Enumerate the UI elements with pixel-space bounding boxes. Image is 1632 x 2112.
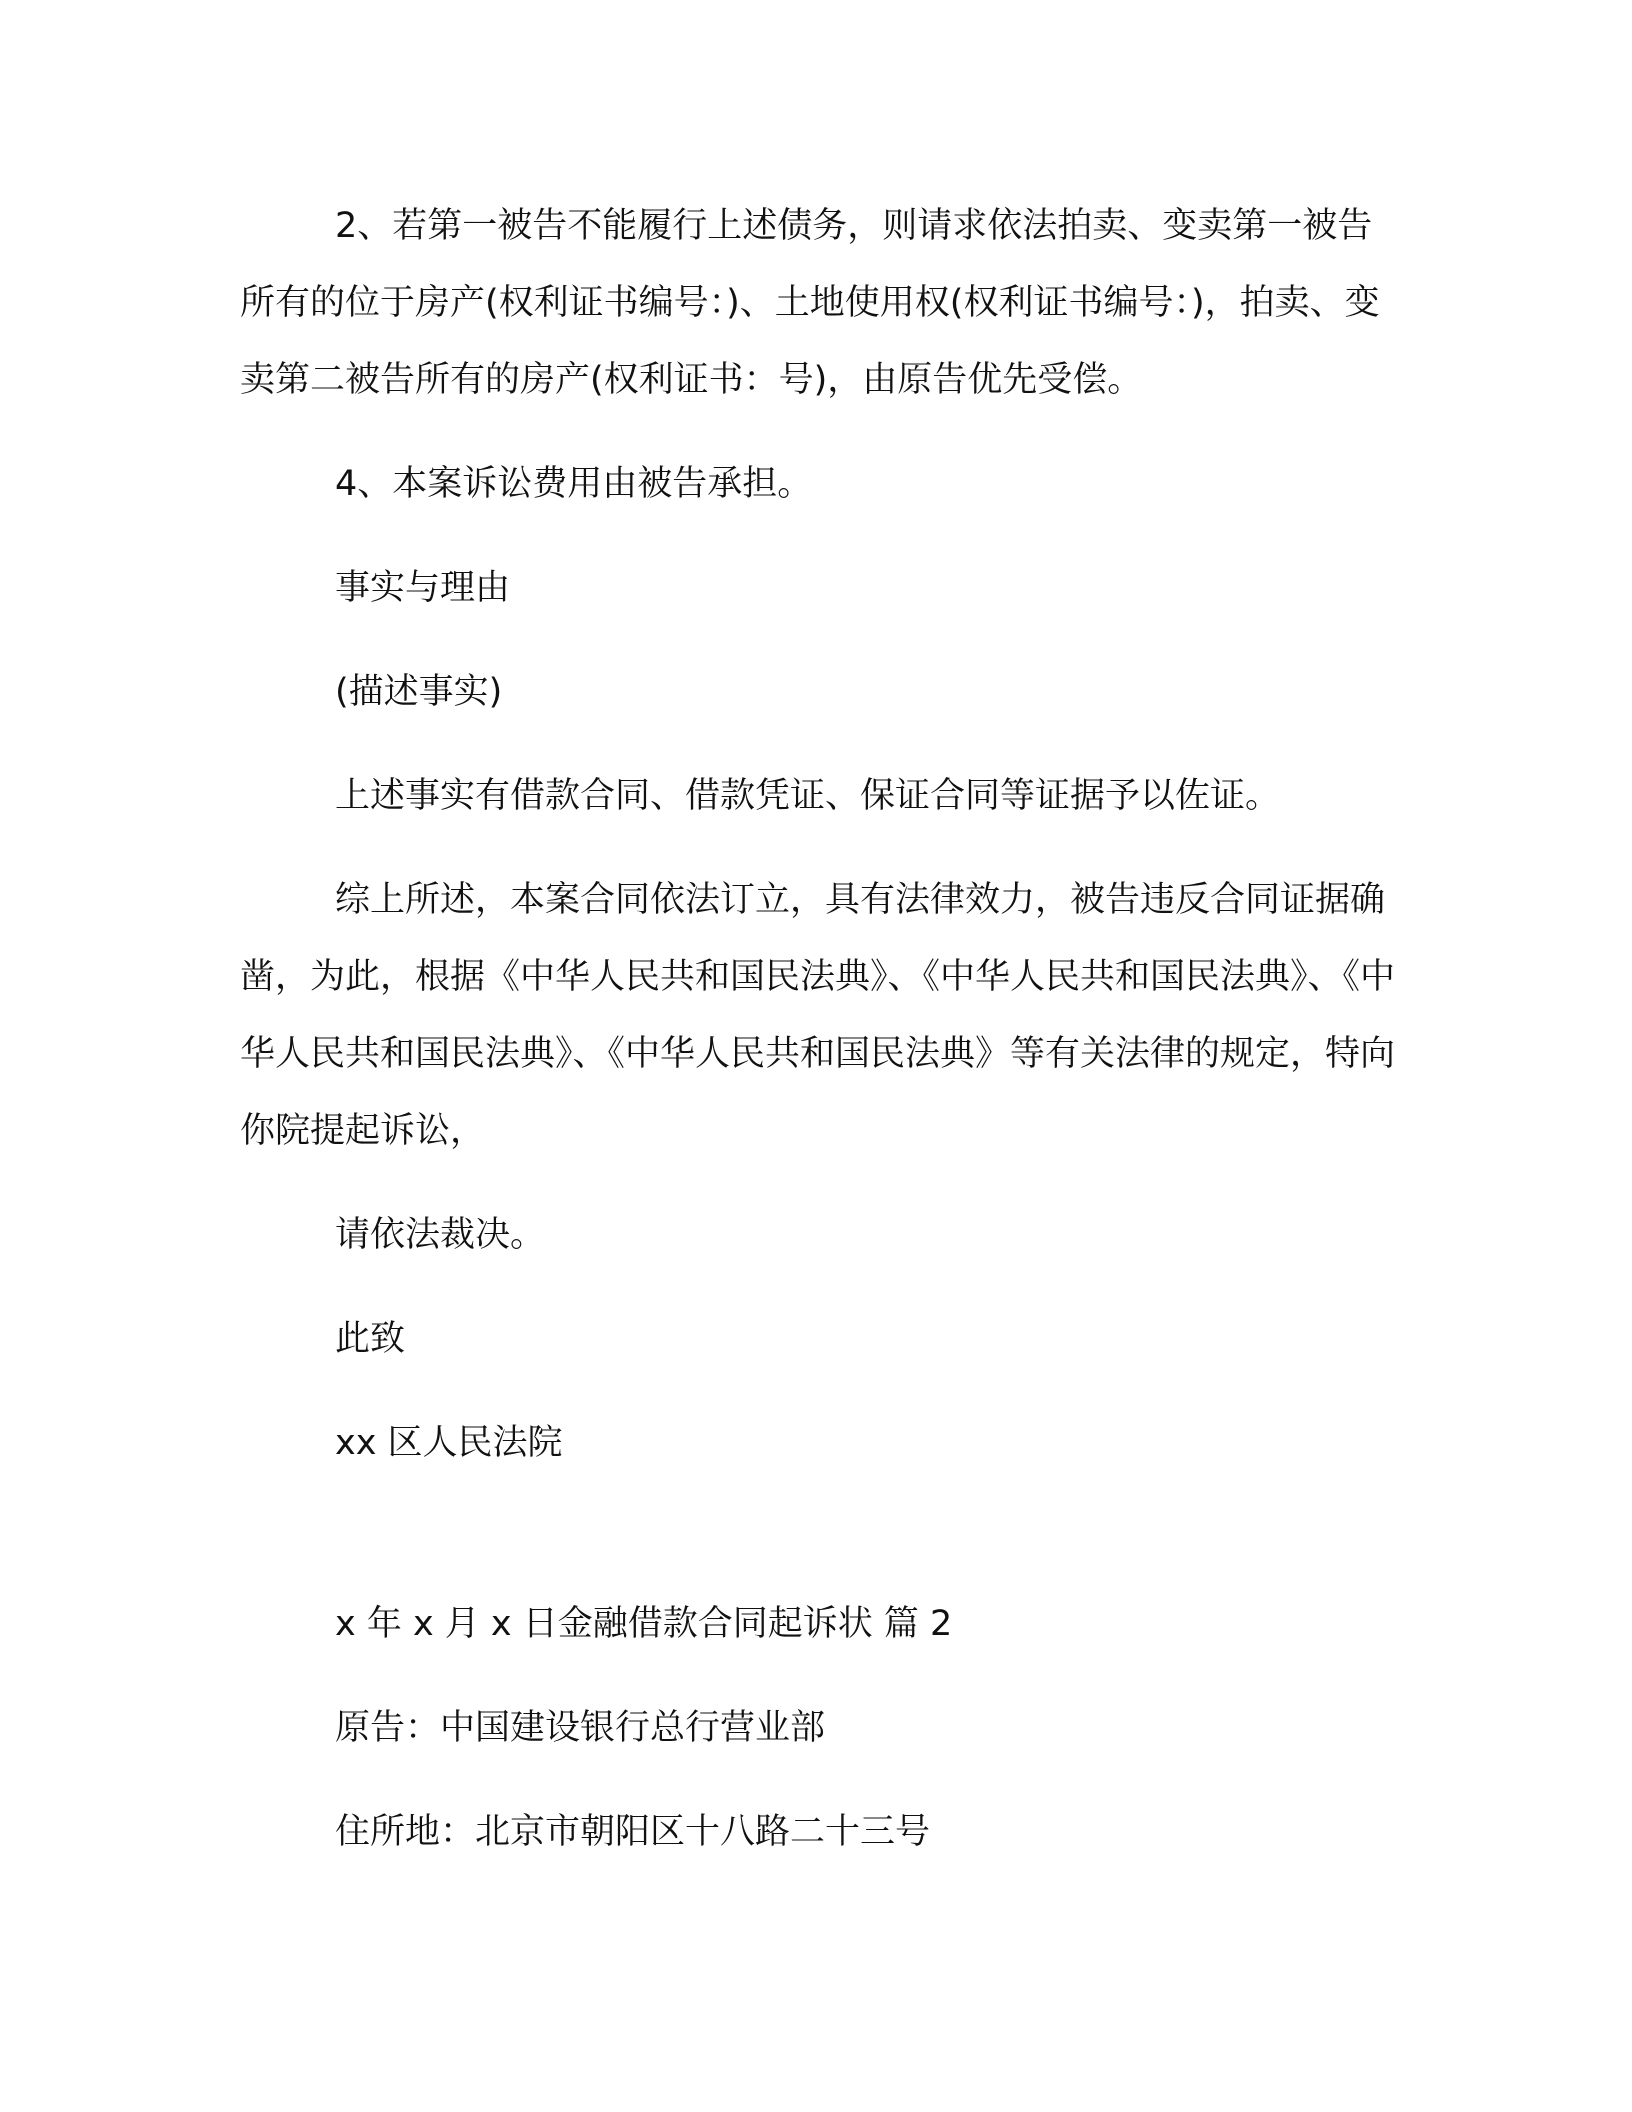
paragraph-describe-facts: (描述事实): [335, 672, 503, 712]
paragraph-salutation: 此致: [335, 1319, 406, 1359]
paragraph-court-name: xx 区人民法院: [335, 1423, 563, 1463]
paragraph-plaintiff: 原告：中国建设银行总行营业部: [335, 1708, 826, 1748]
paragraph-conclusion: 综上所述，本案合同依法订立，具有法律效力，被告违反合同证据确凿，为此，根据《中华人民共和国民法典》、《中华人民共和国民法典》、《中华人民共和国民法典》、《中华人民共和国民法典》等有关法律的规定，特向你院提起诉讼，: [240, 880, 1396, 1151]
paragraph-claim-2: 2、若第一被告不能履行上述债务，则请求依法拍卖、变卖第一被告所有的位于房产(权利证书编号：)、土地使用权(权利证书编号：)，拍卖、变卖第二被告所有的房产(权利证书：号)，由原告优先受偿。: [240, 206, 1380, 400]
paragraph-request-ruling: 请依法裁决。: [335, 1215, 546, 1255]
paragraph-date-title: x 年 x 月 x 日金融借款合同起诉状 篇 2: [335, 1604, 953, 1644]
section-heading-facts-reasons: 事实与理由: [335, 568, 511, 608]
paragraph-claim-4: 4、本案诉讼费用由被告承担。: [335, 464, 813, 504]
paragraph-evidence: 上述事实有借款合同、借款凭证、保证合同等证据予以佐证。: [335, 776, 1281, 816]
document-body: [240, 188, 1405, 1871]
paragraph-address: 住所地：北京市朝阳区十八路二十三号: [335, 1812, 931, 1852]
